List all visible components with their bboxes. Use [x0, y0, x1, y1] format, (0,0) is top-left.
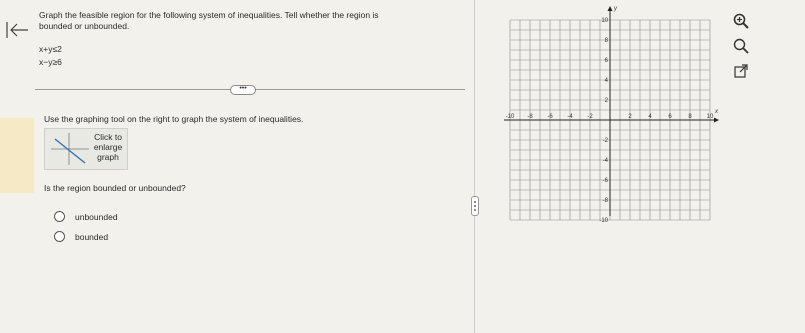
x-tick-label: -4: [567, 114, 573, 120]
graph-thumbnail-icon: [49, 133, 89, 165]
y-tick-label: 2: [604, 98, 608, 104]
y-tick-label: -10: [599, 218, 608, 224]
enlarge-label-line-2: enlarge: [93, 142, 123, 152]
option-unbounded-label: unbounded: [75, 211, 118, 222]
enlarge-label: [93, 132, 123, 162]
x-axis-arrow: [714, 118, 719, 123]
y-tick-label: -2: [602, 138, 608, 144]
graphing-tool[interactable]: [500, 0, 730, 240]
x-tick-label: -8: [527, 114, 533, 120]
option-bounded[interactable]: [54, 231, 108, 242]
x-tick-label: -6: [547, 114, 553, 120]
axes: [504, 6, 719, 216]
y-tick-labels: [599, 18, 608, 224]
x-tick-label: -2: [587, 114, 593, 120]
instruction-text: Use the graphing tool on the right to graph the system of inequalities.: [44, 114, 304, 124]
zoom-out-icon[interactable]: [732, 37, 750, 55]
y-tick-label: 8: [604, 38, 608, 44]
sub-question: Is the region bounded or unbounded?: [44, 183, 186, 193]
radio-bounded[interactable]: [54, 231, 65, 242]
y-axis-label: y: [614, 6, 617, 12]
enlarge-graph-button[interactable]: [44, 128, 128, 170]
more-button[interactable]: •••: [230, 85, 256, 95]
pop-out-icon[interactable]: [732, 62, 750, 80]
inequality-2: x−y≥6: [39, 57, 62, 67]
splitter-grip[interactable]: [471, 196, 479, 216]
question-text: [39, 10, 439, 32]
x-tick-label: -10: [505, 114, 515, 120]
x-tick-label: 8: [688, 114, 692, 120]
option-bounded-label: bounded: [75, 231, 109, 242]
highlight-stripe: [0, 118, 34, 193]
x-tick-label: 10: [706, 114, 714, 120]
y-tick-label: -6: [602, 178, 608, 184]
x-tick-label: 6: [668, 114, 672, 120]
option-unbounded[interactable]: [54, 211, 118, 222]
inequality-1: x+y≤2: [39, 44, 62, 54]
back-arrow-icon[interactable]: [4, 20, 30, 40]
y-tick-label: 6: [604, 58, 608, 64]
x-axis-label: x: [715, 109, 718, 115]
y-tick-label: -8: [602, 198, 608, 204]
y-tick-label: 4: [604, 78, 608, 84]
y-tick-label: -4: [602, 158, 608, 164]
radio-unbounded[interactable]: [54, 211, 65, 222]
x-tick-label: 2: [628, 114, 632, 120]
y-axis-arrow: [608, 6, 613, 11]
x-tick-label: 4: [648, 114, 652, 120]
question-line-1: Graph the feasible region for the following system of inequalities. Tell whether the region is: [39, 10, 379, 20]
question-line-2: bounded or unbounded.: [39, 21, 130, 31]
enlarge-label-line-3: graph: [97, 152, 119, 162]
y-tick-label: 10: [601, 18, 608, 24]
panel-splitter[interactable]: [474, 0, 475, 333]
zoom-in-icon[interactable]: [732, 12, 750, 30]
enlarge-label-line-1: Click to: [94, 132, 122, 142]
